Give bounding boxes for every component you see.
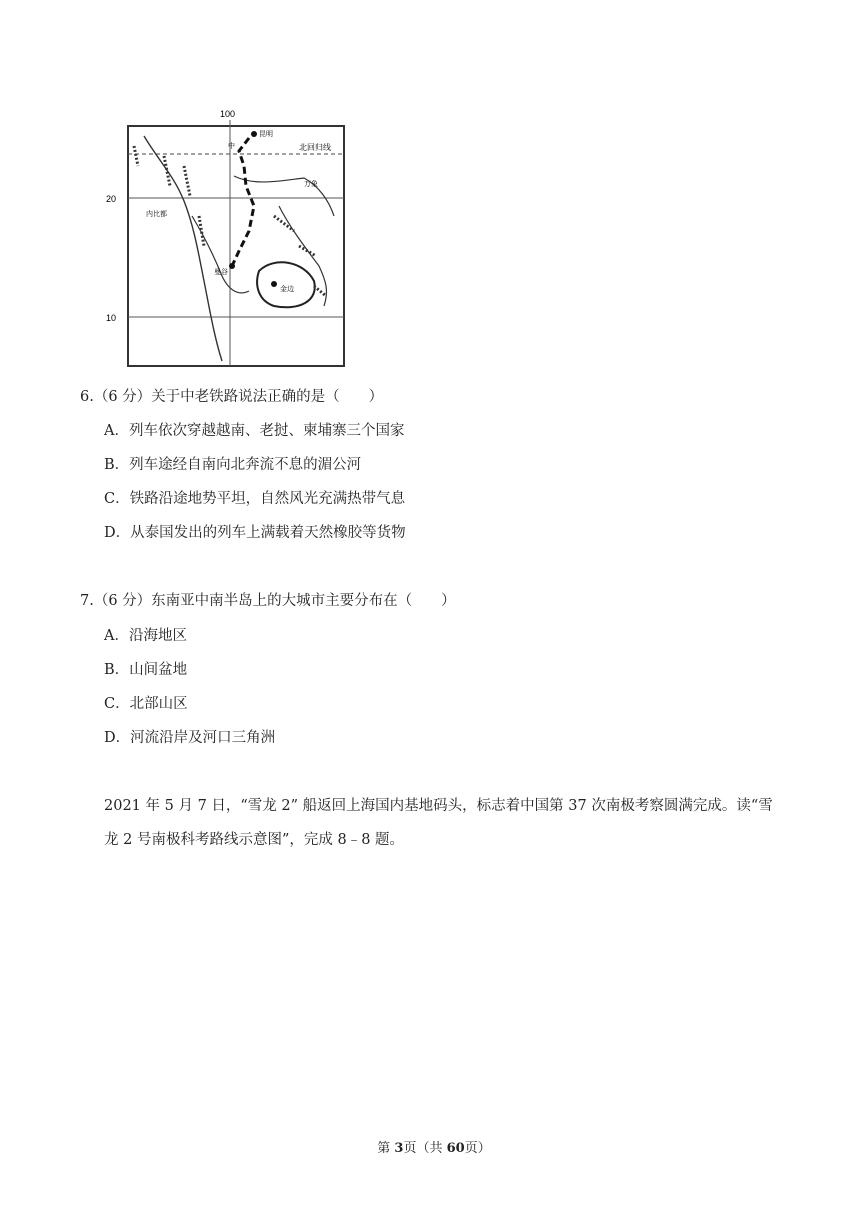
footer-middle: 页（共	[403, 1141, 447, 1156]
map-place-china: 中	[228, 142, 235, 150]
map-lat-label-20: 20	[106, 194, 117, 204]
footer-suffix: 页）	[464, 1141, 491, 1156]
footer-total-pages: 60	[446, 1141, 465, 1156]
footer-page-number: 3	[394, 1141, 404, 1156]
map-place-phnompenh: 金边	[280, 285, 294, 293]
question-7-stem: 7.（6 分）东南亚中南半岛上的大城市主要分布在（ ）	[80, 593, 456, 609]
question-6-option-d: D．从泰国发出的列车上满载着天然橡胶等货物	[104, 525, 406, 541]
passage-line-2: 龙 2 号南极科考路线示意图”，完成 8﹣8 题。	[104, 832, 405, 848]
question-6-stem: 6.（6 分）关于中老铁路说法正确的是（ ）	[80, 389, 384, 405]
map-lat-label-10: 10	[106, 313, 117, 323]
question-6-option-b: B．列车途经自南向北奔流不息的湄公河	[104, 457, 362, 473]
question-6-option-c: C．铁路沿途地势平坦，自然风光充满热带气息	[104, 491, 406, 507]
page-footer	[0, 1137, 868, 1156]
passage-line-1: 2021 年 5 月 7 日，“雪龙 2” 船返回上海国内基地码头，标志着中国第 37 次南极考察圆满完成。读“雪	[104, 798, 773, 814]
map-tropic-label: 北回归线	[299, 143, 331, 152]
question-7-option-a: A．沿海地区	[104, 628, 187, 644]
footer-prefix: 第	[377, 1141, 395, 1156]
southeast-asia-railway-map	[104, 106, 350, 370]
map-place-bangkok: 曼谷	[214, 268, 228, 276]
map-lon-label: 100	[220, 109, 236, 119]
map-place-vientiane: 万象	[304, 180, 318, 188]
map-place-kunming: 昆明	[259, 130, 273, 138]
question-7-option-d: D．河流沿岸及河口三角洲	[104, 730, 276, 746]
question-6-option-a: A．列车依次穿越越南、老挝、柬埔寨三个国家	[104, 423, 405, 439]
question-7-option-c: C．北部山区	[104, 696, 188, 712]
question-7-option-b: B．山间盆地	[104, 662, 188, 678]
map-place-naypyidaw: 内比都	[146, 210, 167, 218]
